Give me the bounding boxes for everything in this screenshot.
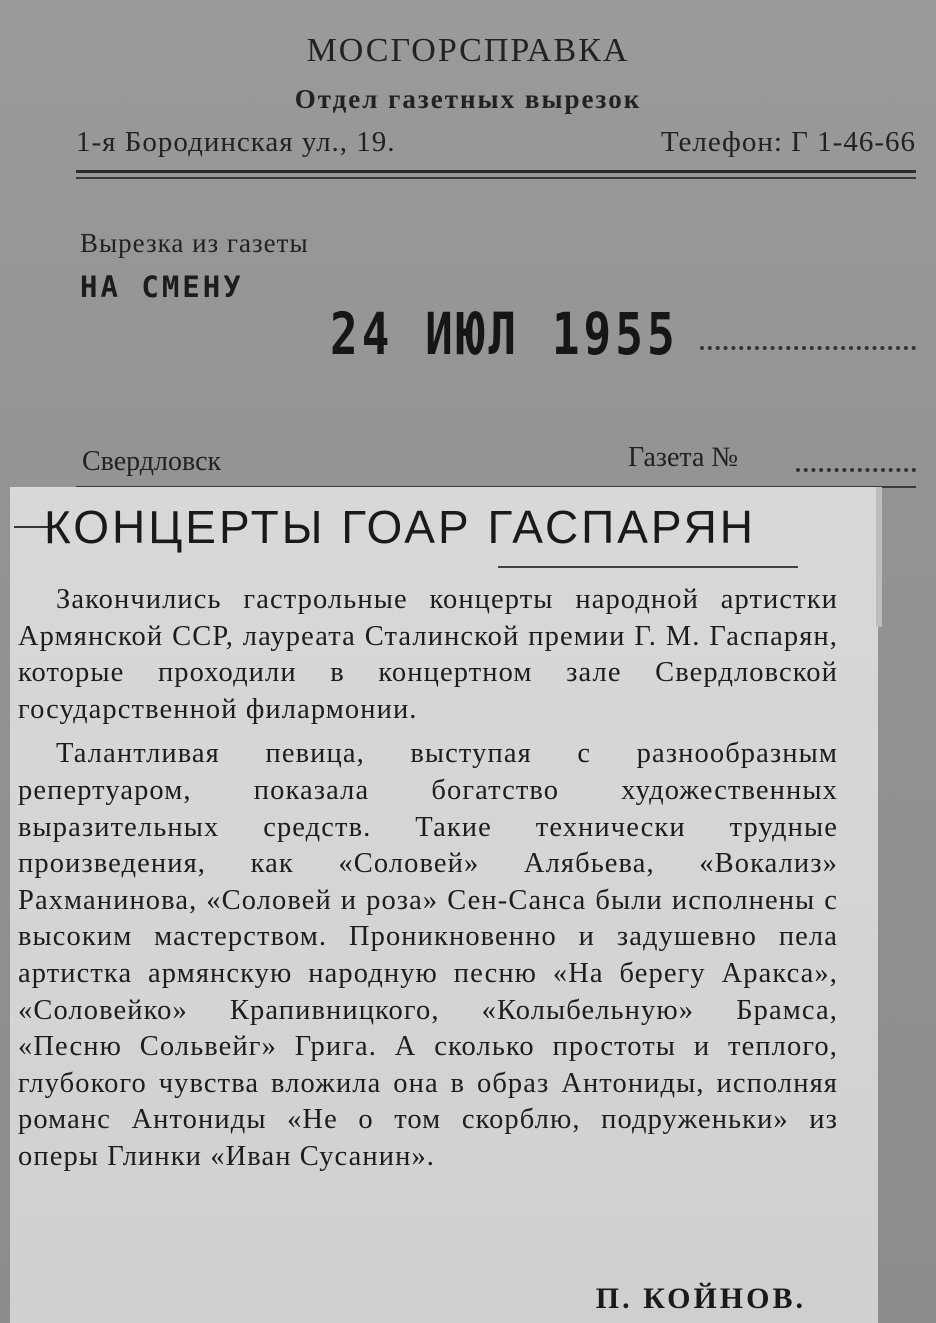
article-headline: КОНЦЕРТЫ ГОАР ГАСПАРЯН (44, 501, 757, 553)
header-rule-secondary (76, 177, 916, 179)
date-dotted-line (700, 346, 916, 350)
headline-underline (498, 566, 798, 568)
clip-label: Вырезка из газеты (80, 228, 309, 258)
address: 1-я Бородинская ул., 19. (76, 126, 396, 158)
department-name: Отдел газетных вырезок (294, 84, 642, 114)
address-row (76, 126, 916, 166)
clipping-edge (876, 487, 882, 627)
article-paragraph-2: Талантливая певица, выступая с разнообразным репертуаром, показала богатство художественных выразительных средств. Такие технически трудные произведения, как «Соловей» Алябьева, «Вокализ» Рахманинова, «Соловей и роза» Сен-Санса были исполнены с высоким мастерством. Проникновенно и задушевно пела артистка армянскую народную песню «На берегу Аракса», «Соловейко» Крапивницкого, «Колыбельную» Брамса, «Песню Сольвейг» Грига. А сколько простоты и теплого, глубокого чувства вложила она в образ Антониды, исполняя романс Антониды «Не о том скорблю, подруженьки» из оперы Глинки «Иван Сусанин». (18, 738, 838, 1172)
date-stamp: 24 ИЮЛ 1955 (330, 300, 679, 368)
gazeta-dotted-line (796, 468, 916, 472)
phone: Телефон: Г 1-46-66 (660, 126, 916, 158)
city: Свердловск (82, 446, 222, 477)
article-paragraph-1: Закончились гастрольные концерты народной артистки Армянской ССР, лауреата Сталинской премии Г. М. Гаспарян, которые проходили в концертном зале Свердловской государственной филармонии. (18, 584, 838, 725)
newspaper-name: НА СМЕНУ (80, 270, 244, 304)
gazeta-number-label: Газета № (628, 442, 739, 473)
agency-name: МОСГОРСПРАВКА (306, 32, 630, 69)
article-body (18, 582, 838, 1184)
article-byline: П. КОЙНОВ. (595, 1282, 806, 1315)
header-rule (76, 170, 916, 173)
